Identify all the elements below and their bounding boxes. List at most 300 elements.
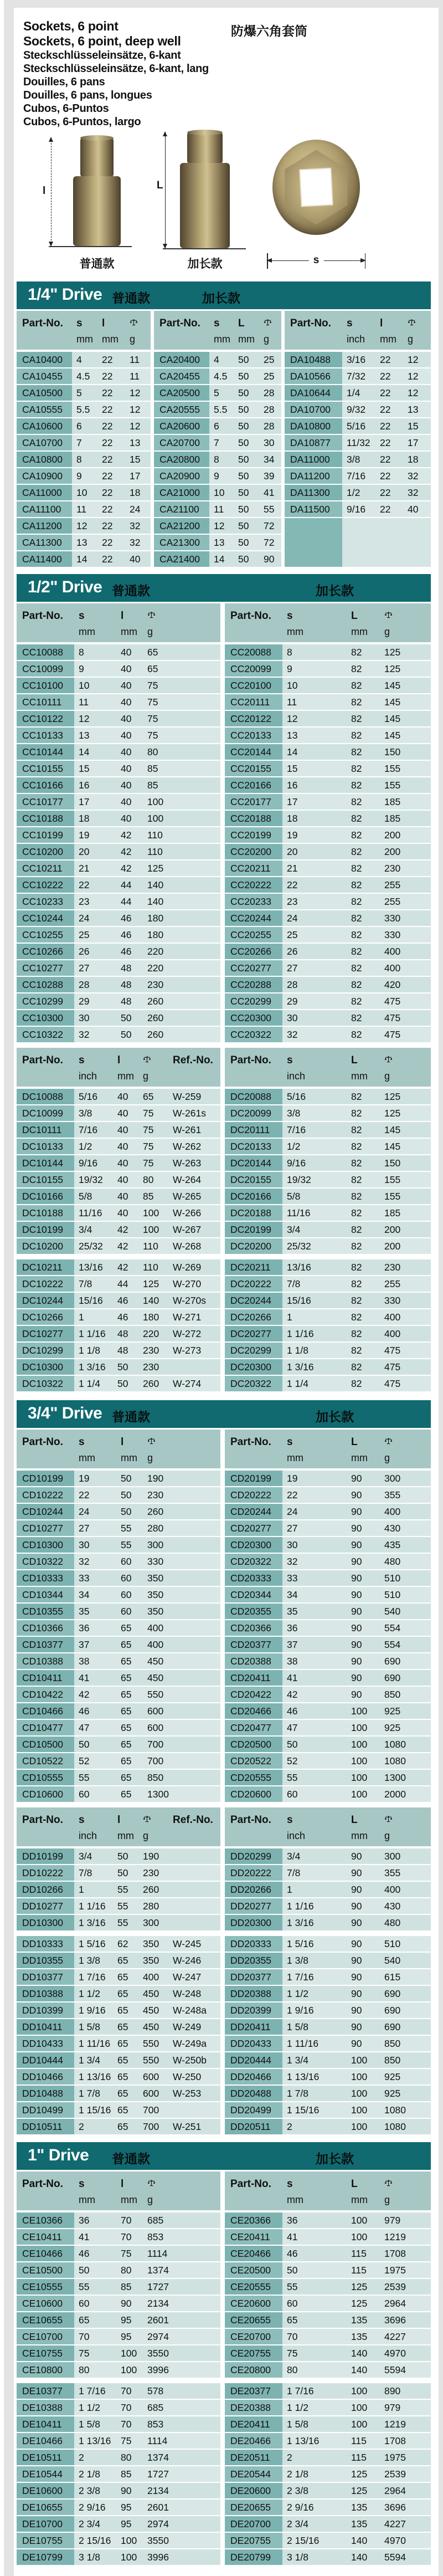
part-no: DC20200 [225,1238,282,1254]
weight-value: 300 [384,1472,401,1484]
length-value: 82 [351,729,362,741]
weight-value: 32 [130,536,141,548]
length-value: 90 [351,1938,362,1949]
size-value: 1 [79,1883,84,1895]
table-row [17,2533,220,2548]
row-values [74,1936,220,1952]
row-values [74,1570,220,1586]
table-row [225,894,431,909]
length-value: 82 [351,895,362,907]
length-value: 65 [121,1755,132,1766]
weight-value: 1219 [384,2418,406,2430]
length-value: 90 [351,1522,362,1534]
part-no: DE20466 [225,2433,282,2449]
row-values [74,1027,220,1042]
table-row [17,1309,220,1325]
length-value: 65 [117,1988,128,1999]
row-values [74,661,220,677]
row-values [74,894,220,909]
row-values [74,2466,220,2482]
weight-value: 55 [264,503,275,515]
ref-no [169,1915,220,1930]
part-no: DE20799 [225,2549,282,2565]
weight-value: 100 [147,812,164,824]
part-no: CA11100 [17,501,72,517]
row-values [74,2329,220,2344]
weight-value: 230 [143,1361,159,1372]
length-value: 90 [351,1867,362,1878]
scale-icon [147,611,156,619]
table-row [225,1720,431,1735]
size-value: 19 [79,1472,90,1484]
ref-no: W-248 [173,1988,202,1999]
row-values [282,1753,431,1769]
part-no: DA10700 [285,402,342,417]
length-value: 50 [238,403,249,415]
length-value: 22 [102,553,113,565]
row-values [74,827,220,843]
weight-value: 475 [384,1377,401,1389]
weight-value: 65 [147,646,158,658]
row-values [74,1471,220,1486]
normal-type-label: 普通款 [112,2152,150,2166]
part-no: DC20222 [225,1276,282,1292]
part-no: CE10655 [17,2312,74,2328]
row-values [282,1537,431,1553]
length-unit: mm [102,334,119,345]
size-value: 4 [76,354,82,365]
length-value: 82 [351,1294,362,1306]
row-values [282,2246,431,2261]
length-value: 90 [351,1988,362,1999]
length-value: 65 [121,1722,132,1733]
size-value: 3/4 [287,1850,301,1862]
row-values [74,811,220,826]
length-value: 65 [117,2104,128,2116]
length-value: 40 [121,746,132,757]
table-row [17,2213,220,2228]
part-no: DD10300 [17,1915,74,1930]
row-values [209,518,281,534]
row-values [74,1343,220,1358]
part-no: CD10222 [17,1487,74,1503]
size-value: 7/16 [347,470,366,482]
length-value: 42 [121,829,132,841]
row-values [72,535,151,550]
ref-no [169,1898,220,1914]
table-row [17,1471,220,1486]
size-value: 32 [287,1555,298,1567]
weight-value: 4970 [384,2347,406,2359]
weight-value: 1080 [384,1738,406,1750]
weight-value: 28 [264,403,275,415]
length-value: 46 [121,929,132,940]
weight-icon [380,2178,411,2190]
arrow-up-icon [49,137,53,142]
size-value: 80 [79,2364,90,2375]
table-row [17,535,151,550]
size-value: 1 1/16 [79,1900,106,1912]
table-row [225,678,431,693]
length-value: 22 [102,470,113,482]
table-row [17,1276,220,1292]
weight-unit: g [147,1452,153,1463]
part-no: CA20700 [154,435,209,450]
table-row [17,2086,220,2101]
s-unit: inch [79,1830,97,1841]
row-values [74,2052,220,2068]
weight-value: 330 [384,1294,401,1306]
row-values [74,1687,220,1702]
table-row [225,2516,431,2532]
size-value: 16 [79,779,90,791]
weight-value: 430 [384,1522,401,1534]
length-value: 100 [351,1722,368,1733]
part-no: CE10700 [17,2329,74,2344]
table-row [225,844,431,859]
part-no: DE10799 [17,2549,74,2565]
size-value: 15/16 [287,1294,311,1306]
part-no: DE10755 [17,2533,74,2548]
ref-no: W-265 [173,1190,202,1202]
size-value: 42 [79,1688,90,1700]
row-values [282,2213,431,2228]
table-row [225,2466,431,2482]
scale-icon [147,1437,156,1445]
weight-value: 28 [264,387,275,398]
length-value: 95 [121,2501,132,2513]
length-value: 82 [351,1278,362,1289]
row-values [282,1653,431,1669]
part-no: DC10088 [17,1089,74,1104]
table-row [17,2433,220,2449]
part-no: DE10466 [17,2433,74,2449]
part-no: CC20177 [225,794,282,810]
s-header: s [76,317,83,329]
weight-value: 480 [384,1917,401,1928]
length-value: 82 [351,1344,362,1356]
table-block [17,2383,431,2566]
ref-no: W-271 [173,1311,202,1323]
length-value: 65 [121,1788,132,1800]
weight-value: 350 [143,1938,159,1949]
size-value: 25/32 [79,1240,103,1252]
part-no: DA10644 [285,385,342,401]
table-row [17,368,151,384]
size-value: 20 [287,846,298,857]
page-title: Sockets, 6 point [23,19,119,33]
weight-value: 430 [384,1900,401,1912]
size-value: 11 [214,503,224,515]
weight-value: 155 [384,762,401,774]
part-no: DC20244 [225,1293,282,1308]
weight-icon [143,2178,176,2190]
size-value: 1 1/16 [287,1900,314,1912]
part-no: DC20099 [225,1105,282,1121]
length-value: 82 [351,1140,362,1152]
ref-no: W-266 [173,1207,202,1218]
part-no: CE20366 [225,2213,282,2228]
table-row [17,2052,220,2068]
part-no: CD20344 [225,1587,282,1602]
page-header [14,19,439,129]
weight-value: 1975 [384,2451,406,2463]
row-values [282,2533,431,2548]
row-values [282,1554,431,1569]
weight-unit: g [130,334,136,345]
table-row [225,777,431,793]
baseline [163,248,246,249]
weight-icon [143,1436,176,1448]
table-row [225,1537,431,1553]
length-value: 50 [238,470,249,482]
part-no: CE20466 [225,2246,282,2261]
row-values [74,1737,220,1752]
row-values [74,1653,220,1669]
row-values [282,1276,431,1292]
part-no: DE20600 [225,2483,282,2498]
part-no: CC20222 [225,877,282,893]
length-value: 140 [351,2551,368,2563]
row-values [282,1105,431,1121]
table-row [225,1865,431,1881]
ref-no: W-261 [173,1124,202,1135]
weight-unit: g [408,334,414,345]
table-row [17,711,220,726]
size-value: 46 [79,1705,90,1717]
row-values [74,2362,220,2378]
table-row [225,2345,431,2361]
part-no: DD20411 [225,2019,282,2035]
length-value: 82 [351,746,362,757]
length-value: 42 [121,862,132,874]
drive-bar [17,574,431,602]
weight-unit: g [384,1071,390,1082]
scale-icon [143,1056,151,1063]
part-no: CC10177 [17,794,74,810]
part-no: DC10133 [17,1139,74,1154]
table-row [225,1259,431,1275]
table-row [17,661,220,677]
row-values [74,1487,220,1503]
table-row [17,1326,220,1341]
length-value: 70 [121,2231,132,2242]
row-values [282,2500,431,2515]
row-values [282,1687,431,1702]
table-row [17,1737,220,1752]
weight-value: 420 [384,979,401,990]
length-value: 50 [238,503,249,515]
size-value: 1 1/2 [79,2401,100,2413]
length-value: 44 [121,879,132,890]
length-value: 44 [117,1278,128,1289]
size-value: 8 [79,646,84,658]
weight-value: 75 [143,1140,154,1152]
weight-value: 2539 [384,2281,406,2292]
empty-part-col [285,518,342,567]
length-value: 82 [351,1124,362,1135]
ref-no [169,1865,220,1881]
table-row [225,1653,431,1669]
weight-value: 435 [384,1539,401,1550]
length-value: 115 [351,2451,367,2463]
part-no-header: Part-No. [230,1054,271,1066]
size-value: 35 [287,1605,298,1617]
table-row [17,2019,220,2035]
length-value: 22 [380,503,391,515]
length-value: 55 [121,1539,132,1550]
row-values [74,1520,220,1536]
size-value: 30 [79,1012,90,1023]
column-header [17,603,220,642]
length-header: l [121,2178,124,2190]
table-row [225,1027,431,1042]
length-unit: mm [351,2194,368,2205]
table-row [17,2246,220,2261]
s-header: s [287,2178,293,2190]
size-value: 5/16 [79,1090,98,1102]
part-no: DC10266 [17,1309,74,1325]
drive-bar [17,1400,431,1428]
dim-l-label: l [43,185,46,197]
part-no: CE10555 [17,2279,74,2295]
size-value: 27 [287,1522,298,1534]
ref-no [169,1359,220,1375]
length-value: 90 [351,1672,362,1683]
table-row [17,1520,220,1536]
table-group [225,1430,431,1803]
length-value: 50 [238,536,249,548]
part-no: DA10877 [285,435,342,450]
length-value: 65 [121,1672,132,1683]
length-unit: mm [351,1830,368,1841]
weight-value: 400 [384,1883,401,1895]
weight-value: 85 [147,762,158,774]
part-no: DC20277 [225,1326,282,1341]
size-value: 9/16 [79,1157,98,1169]
length-value: 135 [351,2331,368,2342]
length-value: 82 [351,995,362,1007]
table-group [17,1048,220,1392]
column-header [17,1048,220,1087]
length-value: 50 [121,1505,132,1517]
part-no: CE10366 [17,2213,74,2228]
length-value: 90 [351,1472,362,1484]
length-unit: mm [351,1452,368,1463]
weight-icon [259,317,281,330]
part-no: CA20600 [154,418,209,434]
size-value: 1 [287,1311,292,1323]
row-values [74,2345,220,2361]
part-no: CA20555 [154,402,209,417]
size-value: 1 13/16 [79,2435,111,2446]
part-no: CC20111 [225,694,282,710]
ref-no: W-249 [173,2021,202,2032]
length-value: 40 [117,1124,128,1135]
row-values [282,1986,431,2001]
weight-value: 300 [147,1539,164,1550]
length-unit: mm [121,1452,137,1463]
table-row [17,1848,220,1864]
row-values [282,2102,431,2118]
size-value: 2 [79,2451,84,2463]
length-value: 55 [117,1917,128,1928]
table-row [225,2312,431,2328]
table-row [17,1105,220,1121]
part-no: CD10366 [17,1620,74,1636]
table-row [225,993,431,1009]
table-group [154,311,281,568]
size-value: 13/16 [287,1261,311,1273]
part-no: DD20300 [225,1915,282,1930]
weight-value: 125 [384,646,401,658]
row-values [282,1504,431,1519]
table-row [285,435,431,450]
length-value: 100 [351,2121,368,2132]
size-value: 46 [79,2247,90,2259]
row-values [72,485,151,500]
part-no: DD20222 [225,1865,282,1881]
row-values [282,2262,431,2278]
table-row [17,468,151,484]
length-value: 22 [380,370,391,382]
length-value: 65 [117,2071,128,2082]
part-no: CC10277 [17,960,74,976]
scale-icon [384,1437,393,1445]
part-no: CC10188 [17,811,74,826]
table-row [225,1737,431,1752]
length-header: L [351,1814,358,1826]
part-no: CD10388 [17,1653,74,1669]
weight-value: 979 [384,2401,401,2413]
row-values [282,2383,431,2399]
part-no: DD10511 [17,2119,74,2134]
size-value: 7/16 [287,1124,306,1135]
part-no: DC10200 [17,1238,74,1254]
part-no: DD10333 [17,1936,74,1952]
weight-value: 200 [384,829,401,841]
table-row [225,2213,431,2228]
length-value: 50 [117,1867,128,1878]
row-values [282,2019,431,2035]
size-value: 75 [79,2347,90,2359]
length-value: 100 [121,2534,137,2546]
weight-value: 1219 [384,2231,406,2242]
weight-value: 255 [384,879,401,890]
table-row [225,1471,431,1486]
length-value: 100 [351,2231,368,2242]
row-values [282,1737,431,1752]
row-values [282,1703,431,1719]
part-no: DE10377 [17,2383,74,2399]
size-value: 1/2 [347,486,360,498]
weight-unit: g [384,2194,390,2205]
socket-deep-photo [178,132,231,248]
row-values [282,1520,431,1536]
size-value: 37 [287,1638,298,1650]
table-row [17,1238,220,1254]
table-row [225,1604,431,1619]
size-value: 1 7/8 [287,2087,308,2099]
row-values [282,861,431,876]
size-value: 7 [214,437,219,448]
row-values [282,1604,431,1619]
row-values [282,1865,431,1881]
length-value: 50 [121,1472,132,1484]
row-values [74,1587,220,1602]
size-value: 12 [287,713,298,724]
s-unit: mm [76,334,93,345]
